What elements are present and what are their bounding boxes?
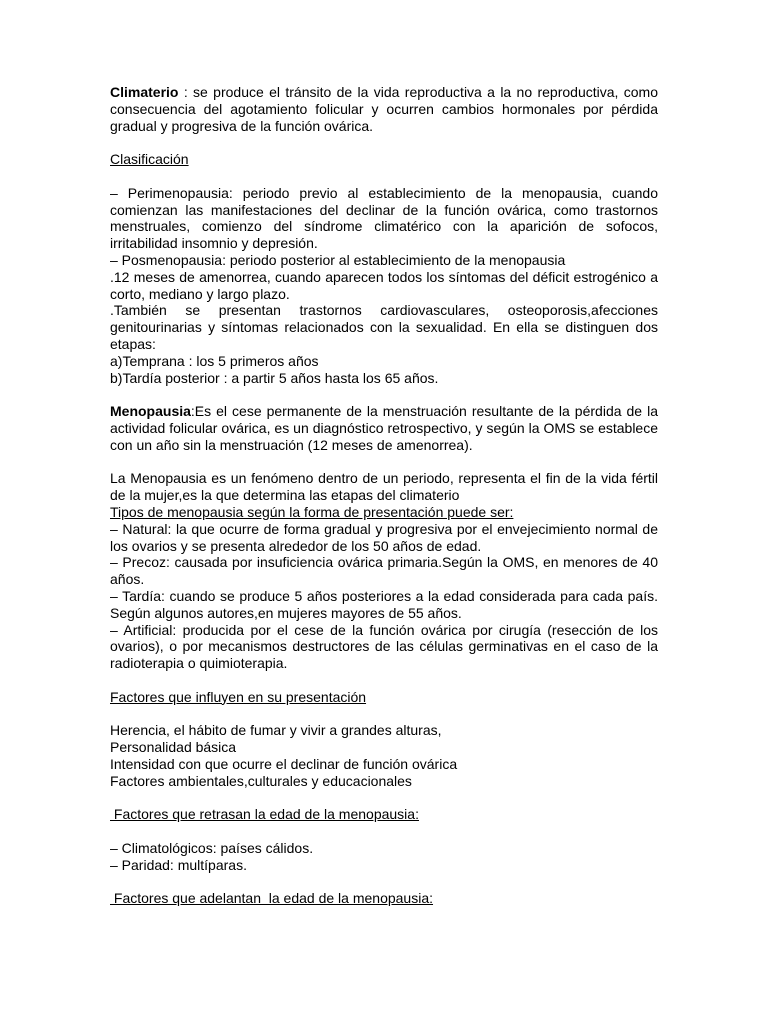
menopausia-definition: :Es el cese permanente de la menstruación resultante de la pérdida de la actividad folicular ovárica, es un diagnóstico retrospectivo, y según la OMS se establece con un año sin la menstruación (12 meses de amenorrea). <box>110 403 658 453</box>
document-page <box>110 84 658 907</box>
tambien-paragraph: .También se presentan trastornos cardiovasculares, osteoporosis,afecciones genitourinarias y síntomas relacionados con la sexualidad. En ella se distinguen dos etapas: <box>110 302 658 352</box>
retrasan-heading: Factores que retrasan la edad de la menopausia: <box>110 806 419 823</box>
climaterio-term: Climaterio <box>110 84 179 100</box>
posmenopausia-line: – Posmenopausia: periodo posterior al establecimiento de la menopausia <box>110 251 566 268</box>
adelantan-heading: Factores que adelantan la edad de la menopausia: <box>110 890 434 907</box>
factores-heading: Factores que influyen en su presentación <box>110 688 367 705</box>
retrasan-item: – Climatológicos: países cálidos. <box>110 839 314 856</box>
factor-item: Herencia, el hábito de fumar y vivir a grandes alturas, <box>110 722 442 739</box>
factor-item: Personalidad básica <box>110 739 237 756</box>
menopausia-term: Menopausia <box>110 403 191 420</box>
etapa-temprana: a)Temprana : los 5 primeros años <box>110 352 319 369</box>
factor-item: Factores ambientales,culturales y educacionales <box>110 772 412 789</box>
climaterio-paragraph <box>110 84 658 134</box>
factor-item: Intensidad con que ocurre el declinar de función ovárica <box>110 755 458 772</box>
retrasan-item: – Paridad: multíparas. <box>110 856 247 873</box>
etapa-tardia: b)Tardía posterior : a partir 5 años hasta los 65 años. <box>110 369 439 386</box>
tipo-tardia: – Tardía: cuando se produce 5 años posteriores a la edad considerada para cada país. Según algunos autores,en mujeres mayores de 55 años. <box>110 587 658 621</box>
menopausia-paragraph <box>110 403 658 453</box>
fenomeno-paragraph: La Menopausia es un fenómeno dentro de un periodo, representa el fin de la vida fértil de la mujer,es la que determina las etapas del climaterio <box>110 470 658 504</box>
tipo-natural: – Natural: la que ocurre de forma gradual y progresiva por el envejecimiento normal de los ovarios y se presenta alrededor de los 50 años de edad. <box>110 520 658 554</box>
clasificacion-heading: Clasificación <box>110 151 189 168</box>
perimenopausia-paragraph: – Perimenopausia: periodo previo al establecimiento de la menopausia, cuando comienzan las manifestaciones del declinar de la función ovárica, como trastornos menstruales, comienzo del síndrome climatérico con la aparición de sofocos, irritabilidad insomnio y depresión. <box>110 184 658 252</box>
amenorrea-paragraph: .12 meses de amenorrea, cuando aparecen todos los síntomas del déficit estrogénico a corto, mediano y largo plazo. <box>110 268 658 302</box>
climaterio-definition: : se produce el tránsito de la vida reproductiva a la no reproductiva, como consecuencia del agotamiento folicular y ocurren cambios hormonales por pérdida gradual y progresiva de la función ovárica. <box>110 84 658 134</box>
tipos-heading: Tipos de menopausia según la forma de presentación puede ser: <box>110 503 514 520</box>
tipo-artificial: – Artificial: producida por el cese de la función ovárica por cirugía (resección de los ovarios), o por mecanismos destructores de las células germinativas en el caso de la radioterapia o quimioterapia. <box>110 621 658 672</box>
tipo-precoz: – Precoz: causada por insuficiencia ovárica primaria.Según la OMS, en menores de 40 años. <box>110 554 658 588</box>
